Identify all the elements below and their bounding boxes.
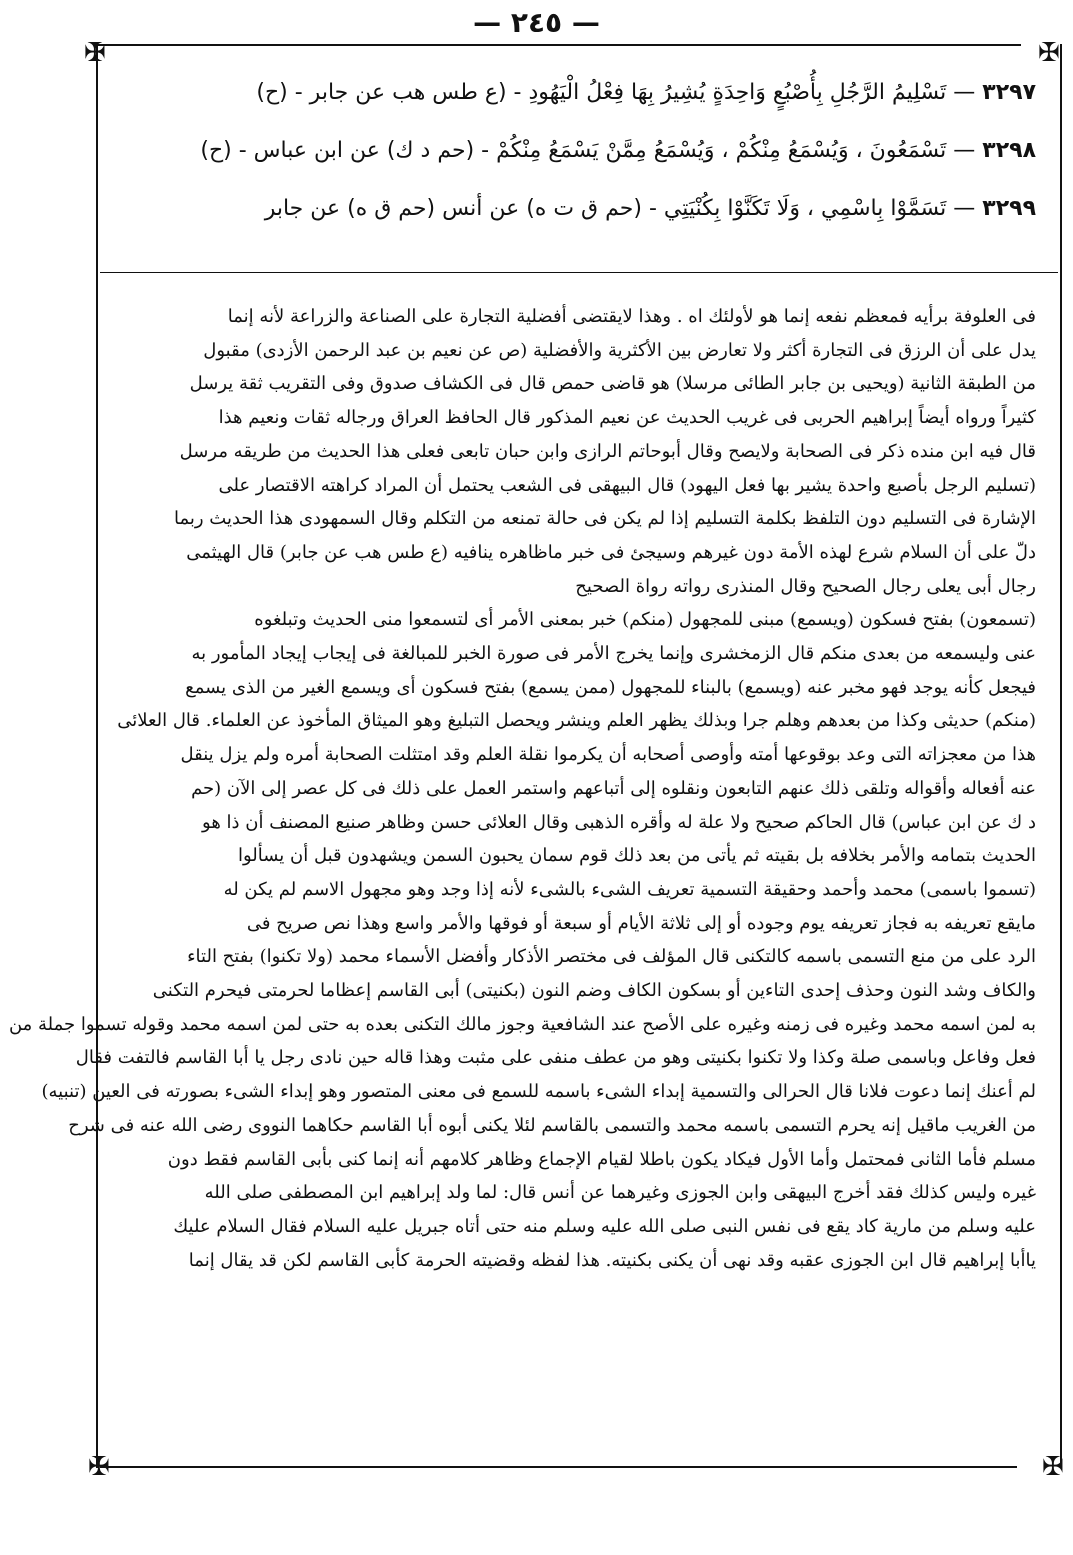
commentary-line: فى العلوفة برأيه فمعظم نفعه إنما هو لأولئك اه . وهذا لايقتضى أفضلية التجارة على الصناعة والزراعة لأنه إنما bbox=[227, 306, 1036, 327]
commentary-line: دلّ على أن السلام شرع لهذه الأمة دون غيرهم وسيجئ فى خبر ماظاهره ينافيه (ع طس هب عن جابر) قال الهيثمى bbox=[186, 541, 1036, 563]
commentary-line: لم أعنك إنما دعوت فلانا قال الحرالى والتسمية إبداء الشىء باسمه للسمع فى معنى المتصور وهو إبداء الشىء بصورته فى العين (تنبيه) bbox=[41, 1081, 1036, 1103]
commentary-line: به لمن اسمه محمد وغيره فى زمنه وغيره على الأصح عند الشافعية وجوز مالك التكنى بعده به حتى لمن اسمه محمد وقوله تسموا جملة من bbox=[8, 1013, 1036, 1035]
commentary-line: عنى وليسمعه من بعدى منكم قال الزمخشرى وإنما يخرج الأمر فى صورة الخبر للمبالغة فى إيجاب إيجاد المأمور به bbox=[191, 643, 1036, 665]
hadith-text: — تَسْلِيمُ الرَّجُلِ بِأُصْبُعٍ وَاحِدَةٍ يُشِيرُ بِهَا فِعْلُ الْيَهُودِ - (ع طس هب عن جابر - (ح) bbox=[256, 80, 976, 105]
commentary-line: عنه أفعاله وأقواله وتلقى ذلك عنهم التابعون ونقلوه إلى أتباعهم واستمر العمل على ذلك فى كل عصر إلى الآن (حم bbox=[191, 777, 1036, 799]
commentary-line: الحديث بتمامه والأمر بخلافه بل بقيته ثم يأتى من بعد ذلك قوم سمان يحبون السمن ويشهدون قبل أن يسألوا bbox=[237, 845, 1036, 867]
hadith-text: — تَسْمَعُونَ ، وَيُسْمَعُ مِنْكُمْ ، وَيُسْمَعُ مِمَّنْ يَسْمَعُ مِنْكُمْ - (حم د ك) عن ابن عباس - (ح) bbox=[200, 138, 976, 163]
page-number: — ٢٤٥ — bbox=[473, 6, 600, 39]
commentary-line: (تسمعون) بفتح فسكون (ويسمع) مبنى للمجهول (منكم) خبر بمعنى الأمر أى لتسمعوا منى الحديث وتبلغوه bbox=[254, 609, 1036, 631]
corner-ornament-bottom-left: ✠ bbox=[88, 1452, 110, 1482]
commentary-line: عليه وسلم من مارية كاد يقع فى نفس النبى صلى الله عليه وسلم منه حتى أتاه جبريل عليه السلام فقال السلام عليك bbox=[173, 1215, 1036, 1237]
hadith-list bbox=[120, 78, 1036, 252]
commentary-line: د ك عن ابن عباس) قال الحاكم صحيح ولا علة له وأقره الذهبى وقال العلائى حسن وظاهر صنيع المصنف أن ذا هو bbox=[202, 811, 1036, 833]
commentary-line: (تسليم الرجل بأصبع واحدة يشير بها فعل اليهود) قال البيهقى فى الشعب يحتمل أن المراد كراهته الاقتصار على bbox=[218, 474, 1036, 496]
commentary-line: (منكم) حديثى وكذا من بعدهم وهلم جرا وبذلك يظهر العلم وينشر ويحصل التبليغ وهو الميثاق المأخوذ عن العلماء. قال العلائى bbox=[117, 710, 1036, 732]
frame-bottom-border bbox=[100, 1466, 1017, 1468]
commentary-line: من الطبقة الثانية (ويحيى بن جابر الطائى مرسلا) هو قاضى حمص قال فى الكشاف صدوق وفى التقريب ثقة يرسل bbox=[189, 373, 1036, 395]
frame-right-border bbox=[1060, 44, 1062, 1468]
hadith-text: — تَسَمَّوْا بِاسْمِي ، وَلَا تَكَنَّوْا بِكُنْيَتِي - (حم ق ت ه) عن أنس (حم ق ه) عن جابر bbox=[264, 196, 976, 221]
corner-ornament-bottom-right: ✠ bbox=[1042, 1452, 1064, 1482]
commentary-text bbox=[8, 300, 1036, 1277]
commentary-line: قال فيه ابن منده ذكر فى الصحابة ولايصح وقال أبوحاتم الرازى وابن حبان تابعى فعلى هذا الحديث من طريقه مرسل bbox=[179, 440, 1036, 462]
commentary-line: فيجعل كأنه يوجد فهو مخبر عنه (ويسمع) بالبناء للمجهول (ممن يسمع) بفتح فسكون أى ويسمع الغير من الذى يسمع bbox=[185, 676, 1036, 698]
hadith-number: ٣٢٩٨ bbox=[982, 138, 1036, 163]
hadith-number: ٣٢٩٧ bbox=[982, 80, 1036, 105]
corner-ornament-top-left: ✠ bbox=[84, 38, 106, 68]
hadith-number: ٣٢٩٩ bbox=[982, 196, 1036, 221]
commentary-line: رجال أبى يعلى رجال الصحيح وقال المنذرى رواته رواة الصحيح bbox=[575, 575, 1036, 597]
commentary-line: غيره وليس كذلك فقد أخرج البيهقى وابن الجوزى وغيرهما عن أنس قال: لما ولد إبراهيم ابن المصطفى صلى الله bbox=[204, 1182, 1036, 1204]
corner-ornament-top-right: ✠ bbox=[1038, 38, 1060, 68]
commentary-line: ياأبا إبراهيم قال ابن الجوزى عقبه وقد نهى أن يكنى بكنيته. هذا لفظه وقضيته الحرمة كأبى القاسم لكن قد يقال إنما bbox=[188, 1249, 1036, 1271]
commentary-line: والكاف وشد النون وحذف إحدى التاءين أو بسكون الكاف وضم النون (بكنيتى) أبى القاسم إعظاما لحرمتى فيحرم التكنى bbox=[152, 980, 1036, 1002]
commentary-line: مايقع تعريفه به فجاز تعريفه يوم وجوده أو إلى ثلاثة الأيام أو سبعة أو فوقها والأمر واسع وهذا نص صريح فى bbox=[246, 912, 1036, 934]
frame-top-border bbox=[96, 44, 1021, 46]
commentary-line: من الغريب ماقيل إنه يحرم التسمى باسمه محمد والتسمى بالقاسم لئلا يكنى أبوه أبا القاسم حكاهما النووى رضى الله عنه فى شرح bbox=[68, 1114, 1036, 1136]
commentary-line: الرد على من منع التسمى باسمه كالتكنى قال المؤلف فى مختصر الأذكار وأفضل الأسماء محمد (ولا تكنوا) بفتح التاء bbox=[187, 946, 1036, 968]
commentary-line: فعل وفاعل وباسمى صلة وكذا ولا تكنوا بكنيتى وهو من عطف منفى على مثبت وهذا قاله حين نادى رجل يا أبا القاسم فالتفت فقال bbox=[75, 1047, 1036, 1069]
commentary-line: مسلم فأما الثانى فمحتمل وأما الأول فيكاد يكون باطلا لقيام الإجماع وظاهر كلامهم أنه إنما كنى بأبى القاسم فقط دون bbox=[167, 1148, 1036, 1170]
hadith-entry bbox=[120, 136, 1036, 194]
commentary-line: الإشارة فى التسليم دون التلفظ بكلمة التسليم إذا لم يكن فى حالة تمنعه من التكلم وقال السمهودى هذا الحديث ربما bbox=[173, 508, 1036, 530]
hadith-entry bbox=[120, 78, 1036, 136]
commentary-line: (تسموا باسمى) محمد وأحمد وحقيقة التسمية تعريف الشىء بالشىء لأنه إذا وجد وهو مجهول الاسم لم يكن له bbox=[223, 878, 1036, 900]
hadith-entry bbox=[120, 194, 1036, 252]
commentary-line: هذا من معجزاته التى وعد بوقوعها أمته وأوصى أصحابه أن يكرموا نقلة العلم وقد امتثلت الصحابة أمره ولم يزل ينقل bbox=[180, 744, 1036, 766]
frame-left-border bbox=[96, 44, 98, 1468]
commentary-line: يدل على أن الرزق فى التجارة أكثر ولا تعارض بين الأكثرية والأفضلية (ص عن نعيم بن عبد الرحمن الأزدى) مقبول bbox=[203, 339, 1036, 361]
commentary-line: كثيراً ورواه أيضاً إبراهيم الحربى فى غريب الحديث عن نعيم المذكور قال الحافظ العراق ورجاله ثقات ونعيم هذا bbox=[218, 407, 1036, 429]
section-divider bbox=[100, 272, 1058, 273]
